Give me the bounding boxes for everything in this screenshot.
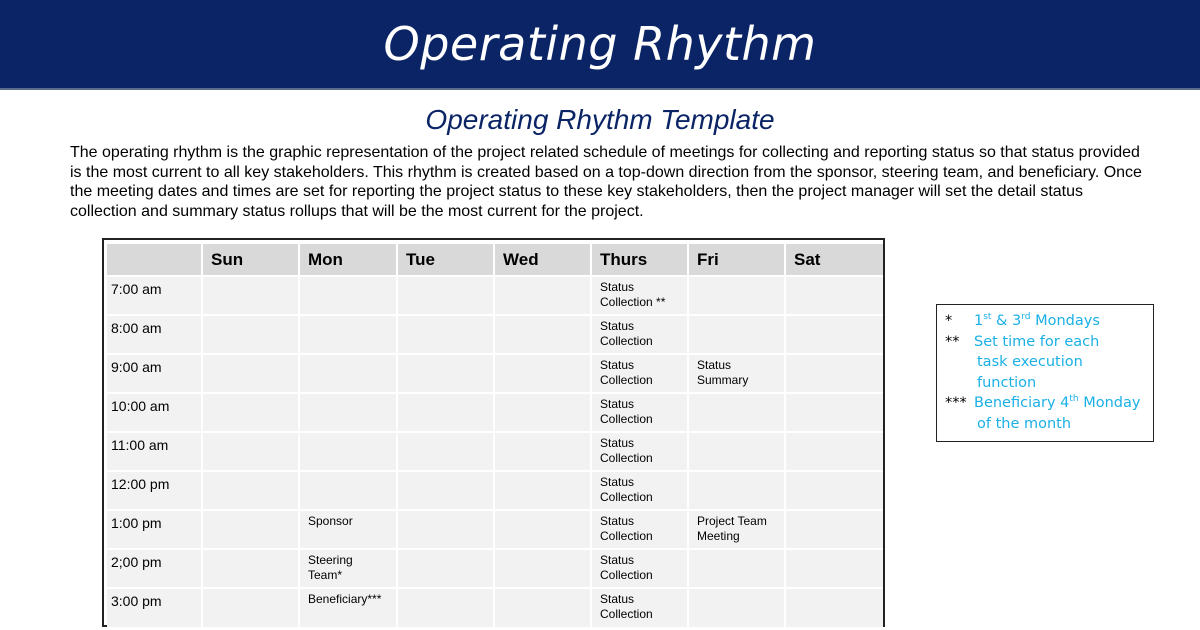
schedule-cell-sun [202,432,299,471]
schedule-table [107,244,883,627]
schedule-cell-sat [785,276,883,315]
schedule-row [107,549,883,588]
legend-mark: ** [945,333,960,350]
schedule-cell-thurs: Status Collection [591,510,688,549]
template-subtitle: Operating Rhythm Template [425,104,775,135]
schedule-cell-sat [785,588,883,627]
column-header-time [107,244,202,276]
schedule-cell-fri [688,432,785,471]
time-slot-label: 12:00 pm [107,471,202,510]
schedule-cell-wed [494,588,591,627]
schedule-cell-sat [785,549,883,588]
schedule-cell-sun [202,549,299,588]
schedule-cell-wed [494,315,591,354]
page-title: Operating Rhythm [383,17,817,71]
schedule-cell-fri: Status Summary [688,354,785,393]
schedule-cell-mon [299,393,397,432]
schedule-row [107,315,883,354]
legend-mark: * [945,313,953,329]
schedule-cell-fri [688,549,785,588]
schedule-cell-sun [202,471,299,510]
legend-box [936,304,1154,442]
schedule-cell-thurs: Status Collection [591,315,688,354]
schedule-row [107,432,883,471]
schedule-cell-sun [202,315,299,354]
schedule-body [107,276,883,627]
schedule-cell-fri [688,276,785,315]
time-slot-label: 11:00 am [107,432,202,471]
schedule-cell-mon: Sponsor [299,510,397,549]
legend-text: 1st & 3rd Mondays [974,312,1100,329]
intro-paragraph: The operating rhythm is the graphic representation of the project related schedule of meetings for collecting and reporting status so that status provided is the most current to all key stakeholders. This rhythm is created based on a top-down direction from the sponsor, steering team, and beneficiary. Once the meeting dates and times are set for reporting the project status to these key stakeholders, then the project manager will set the detail status collection and summary status rollups that will be the most current for the project. [70,144,1142,220]
schedule-cell-tue [397,354,494,393]
column-header-wed: Wed [494,244,591,276]
schedule-cell-thurs: Status Collection ** [591,276,688,315]
schedule-cell-fri [688,393,785,432]
legend-mark: *** [945,395,967,411]
schedule-cell-wed [494,510,591,549]
schedule-cell-wed [494,549,591,588]
schedule-cell-tue [397,276,494,315]
schedule-cell-wed [494,354,591,393]
schedule-cell-sat [785,471,883,510]
schedule-cell-tue [397,432,494,471]
schedule-cell-fri [688,315,785,354]
schedule-cell-tue [397,510,494,549]
legend-text-continued: of the month [977,415,1072,432]
schedule-cell-mon [299,354,397,393]
schedule-cell-sun [202,276,299,315]
legend-text-continued: function [977,374,1037,391]
column-header-thurs: Thurs [591,244,688,276]
schedule-cell-mon [299,276,397,315]
schedule-cell-wed [494,276,591,315]
schedule-row [107,393,883,432]
schedule-cell-mon [299,432,397,471]
schedule-cell-sat [785,315,883,354]
schedule-cell-fri [688,471,785,510]
legend-text: Beneficiary 4th Monday [974,394,1141,411]
schedule-cell-sat [785,393,883,432]
legend-item-set-time [945,332,1145,353]
column-header-mon: Mon [299,244,397,276]
schedule-cell-thurs: Status Collection [591,588,688,627]
schedule-table-frame [102,238,885,627]
schedule-row [107,471,883,510]
time-slot-label: 8:00 am [107,315,202,354]
schedule-cell-tue [397,471,494,510]
schedule-row [107,354,883,393]
schedule-cell-sat [785,432,883,471]
schedule-cell-mon: Steering Team* [299,549,397,588]
schedule-cell-thurs: Status Collection [591,354,688,393]
legend-item-beneficiary [945,393,1145,414]
title-bar [0,0,1200,90]
schedule-cell-tue [397,549,494,588]
schedule-cell-tue [397,315,494,354]
schedule-cell-sun [202,354,299,393]
schedule-row [107,588,883,627]
schedule-cell-wed [494,471,591,510]
schedule-cell-fri [688,588,785,627]
time-slot-label: 3:00 pm [107,588,202,627]
schedule-header-row [107,244,883,276]
column-header-sun: Sun [202,244,299,276]
schedule-cell-mon [299,315,397,354]
legend-item-first-third-mondays [945,311,1145,332]
schedule-cell-wed [494,393,591,432]
legend-text: Set time for each [974,333,1100,350]
schedule-cell-sat [785,510,883,549]
schedule-cell-tue [397,393,494,432]
schedule-row [107,276,883,315]
schedule-cell-tue [397,588,494,627]
schedule-cell-sun [202,510,299,549]
legend-text-continued: task execution [977,354,1083,370]
time-slot-label: 2;00 pm [107,549,202,588]
schedule-cell-sun [202,588,299,627]
time-slot-label: 7:00 am [107,276,202,315]
schedule-cell-fri: Project Team Meeting [688,510,785,549]
schedule-cell-sun [202,393,299,432]
schedule-cell-thurs: Status Collection [591,432,688,471]
schedule-row [107,510,883,549]
time-slot-label: 9:00 am [107,354,202,393]
schedule-cell-thurs: Status Collection [591,471,688,510]
column-header-sat: Sat [785,244,883,276]
schedule-cell-sat [785,354,883,393]
time-slot-label: 10:00 am [107,393,202,432]
column-header-fri: Fri [688,244,785,276]
schedule-cell-thurs: Status Collection [591,549,688,588]
schedule-cell-mon [299,471,397,510]
column-header-tue: Tue [397,244,494,276]
schedule-cell-thurs: Status Collection [591,393,688,432]
schedule-cell-mon: Beneficiary*** [299,588,397,627]
time-slot-label: 1:00 pm [107,510,202,549]
schedule-cell-wed [494,432,591,471]
